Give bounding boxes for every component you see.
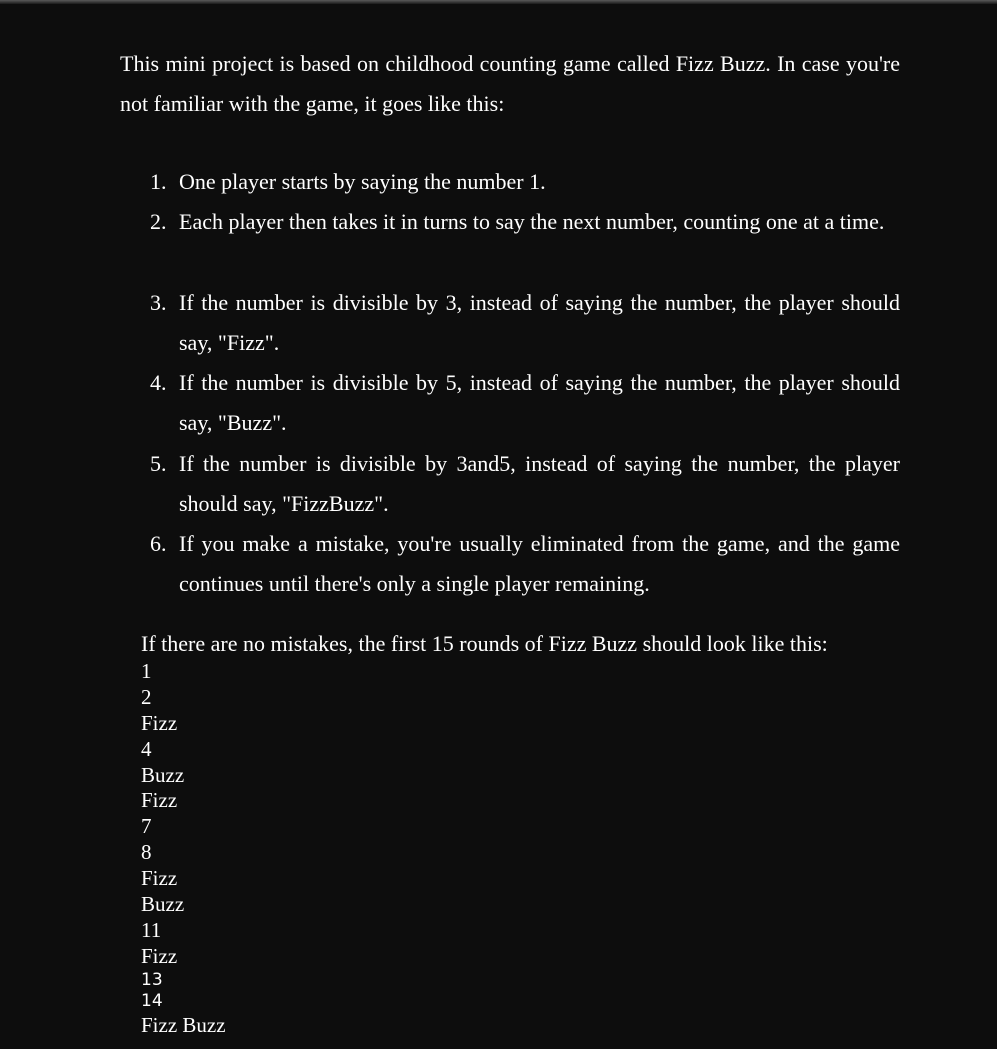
rule-text: If the number is divisible by 3and5, instead of saying the number, the player should say, "FizzBuzz". xyxy=(179,450,900,516)
rule-number: 2. xyxy=(150,209,167,234)
sequence-item: Fizz xyxy=(141,866,178,891)
rule-text: If the number is divisible by 5, instead of saying the number, the player should say, "Buzz". xyxy=(179,370,900,436)
sequence-item: 8 xyxy=(141,840,152,865)
rule-item xyxy=(150,444,900,525)
rule-text: One player starts by saying the number 1. xyxy=(179,169,546,194)
sequence-item: 11 xyxy=(141,917,162,942)
rule-item xyxy=(150,283,900,364)
sequence-item: Buzz xyxy=(141,762,185,787)
rule-item xyxy=(150,363,900,444)
sequence-item: Fizz xyxy=(141,788,178,813)
outro-paragraph: If there are no mistakes, the first 15 rounds of Fizz Buzz should look like this: xyxy=(141,631,828,656)
intro-paragraph: This mini project is based on childhood counting game called Fizz Buzz. In case you're not familiar with the game, it goes like this: xyxy=(120,51,900,116)
rule-item xyxy=(150,524,900,605)
rule-text: If you make a mistake, you're usually eliminated from the game, and the game continues until there's only a single player remaining. xyxy=(179,531,900,597)
rule-number: 6. xyxy=(150,531,167,557)
rule-number: 3. xyxy=(150,289,167,315)
sequence-item: 14 xyxy=(141,991,163,1012)
sequence-item: 13 xyxy=(141,969,163,990)
rules-list xyxy=(150,162,900,605)
sequence-item: Fizz xyxy=(141,943,178,968)
rule-text: If the number is divisible by 3, instead of saying the number, the player should say, "Fizz". xyxy=(179,289,900,355)
fizzbuzz-sequence xyxy=(141,658,226,1038)
rule-number: 1. xyxy=(150,169,167,194)
sequence-item: 1 xyxy=(141,659,152,683)
rule-number: 5. xyxy=(150,450,167,476)
rule-item xyxy=(150,202,900,283)
sequence-item: 4 xyxy=(141,736,152,761)
rule-item xyxy=(150,162,900,202)
rule-number: 4. xyxy=(150,370,167,396)
sequence-item: Fizz Buzz xyxy=(141,1012,226,1037)
sequence-item: Fizz xyxy=(141,710,178,735)
sequence-item: 2 xyxy=(141,684,152,709)
sequence-item: 7 xyxy=(141,814,152,839)
rule-text: Each player then takes it in turns to say the next number, counting one at a time. xyxy=(179,209,885,234)
window-top-border xyxy=(0,0,997,4)
sequence-item: Buzz xyxy=(141,892,185,917)
